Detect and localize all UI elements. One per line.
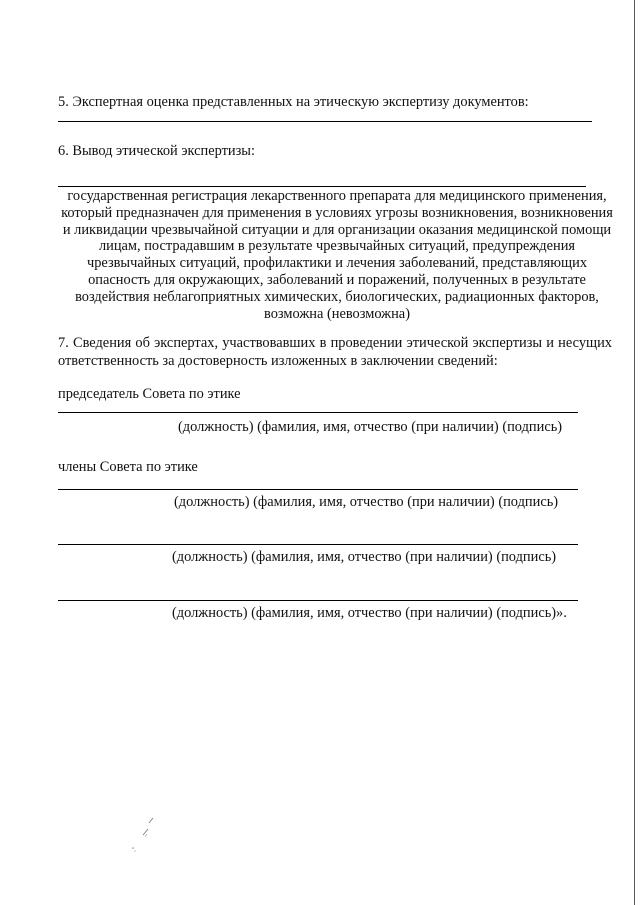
member-signature-line [58, 544, 578, 545]
conclusion-line: воздействия неблагоприятных химических, биологических, радиационных факторов, [75, 288, 599, 305]
member-signature-line [58, 489, 578, 490]
section-7-heading-line: ответственность за достоверность изложенных в заключении сведений: [58, 353, 498, 369]
conclusion-line: и ликвидации чрезвычайной ситуации и для организации оказания медицинской помощи [62, 221, 612, 238]
conclusion-text [54, 188, 620, 322]
conclusion-line: чрезвычайных ситуаций, профилактики и лечения заболеваний, представляющих [86, 255, 588, 272]
section-7-heading-line: 7. Сведения об экспертах, участвовавших в проведении этической экспертизы и несущих [58, 335, 612, 351]
members-label: члены Совета по этике [58, 459, 198, 475]
member-caption: (должность) (фамилия, имя, отчество (при наличии) (подпись)». [172, 605, 567, 621]
chairman-label: председатель Совета по этике [58, 386, 241, 402]
member-caption: (должность) (фамилия, имя, отчество (при наличии) (подпись) [172, 549, 557, 565]
page-edge [634, 0, 635, 905]
conclusion-line: опасность для окружающих, заболеваний и поражений, полученных в результате [88, 271, 586, 288]
conclusion-line: который предназначен для применения в условиях угрозы возникновения, возникновения [61, 204, 613, 221]
member-caption: (должность) (фамилия, имя, отчество (при наличии) (подпись) [174, 494, 559, 510]
conclusion-line: лицам, пострадавшим в результате чрезвычайных ситуаций, предупреждения [98, 238, 576, 255]
section-6-answer-line [58, 186, 586, 187]
scan-marks [125, 815, 165, 860]
chairman-signature-line [58, 412, 578, 413]
section-5-answer-line [58, 121, 592, 122]
chairman-caption: (должность) (фамилия, имя, отчество (при наличии) (подпись) [178, 419, 563, 435]
member-signature-line [58, 600, 578, 601]
conclusion-line: возможна (невозможна) [264, 305, 410, 322]
section-7-heading [58, 334, 612, 370]
section-5-heading: 5. Экспертная оценка представленных на этическую экспертизу документов: [58, 94, 529, 110]
conclusion-line: государственная регистрация лекарственного препарата для медицинского применения, [67, 188, 607, 204]
section-6-heading: 6. Вывод этической экспертизы: [58, 143, 255, 159]
